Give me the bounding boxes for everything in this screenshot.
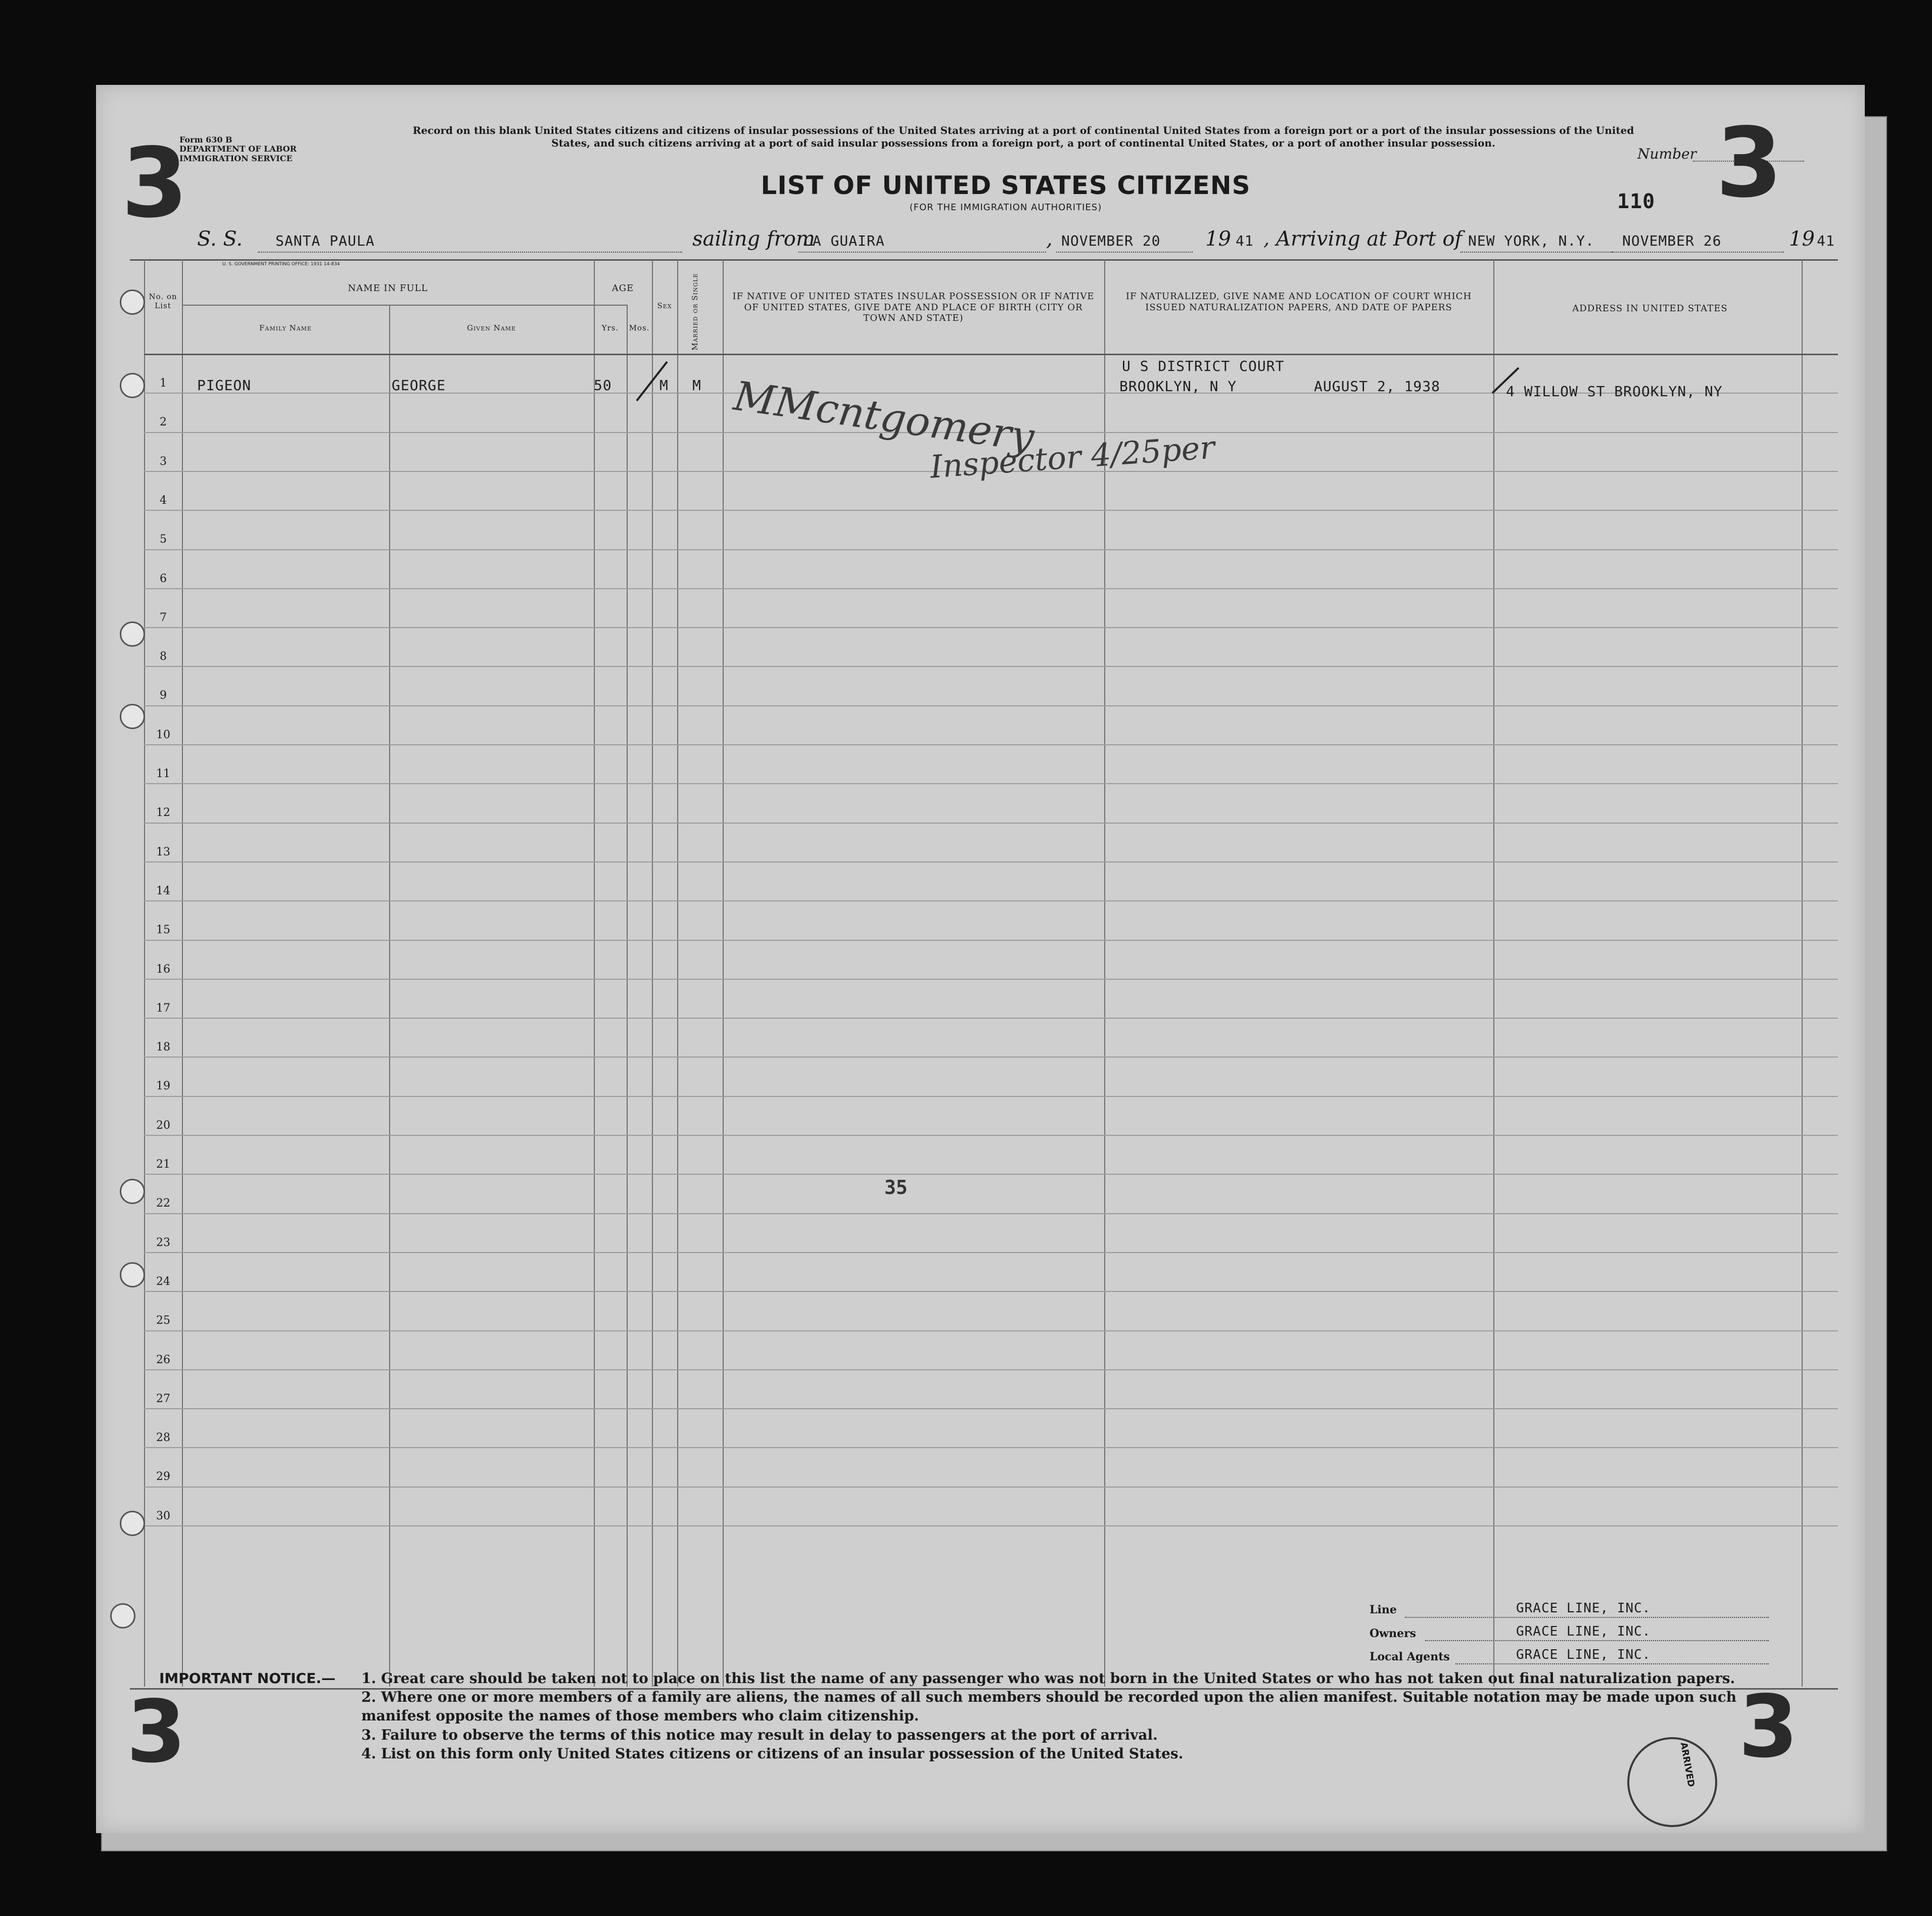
row-line (144, 1096, 1838, 1097)
row-line (144, 627, 1838, 628)
row-line (144, 1135, 1838, 1136)
record-instructions: Record on this blank United States citizens and citizens of insular possessions of the United States arriving at a port of continental United States from a foreign port or a port of the insular possessions of the United States, and such citizens arriving at a port of said insular possessions from a foreign port, a port of continental United States, or a port of another insular possession. (412, 124, 1634, 149)
row-number: 4 (160, 494, 167, 507)
arrival-year-prefix: 19 (1789, 227, 1815, 251)
row-line (144, 1057, 1838, 1058)
row-number: 1 (160, 377, 167, 390)
entry-family-name: PIGEON (197, 377, 252, 394)
notice-list (361, 1669, 1792, 1763)
punch-hole-icon (120, 621, 145, 647)
punch-hole-icon (120, 1262, 145, 1287)
row-number: 13 (156, 846, 170, 858)
entry-court-line1: U S DISTRICT COURT (1122, 358, 1285, 374)
row-line (144, 861, 1838, 863)
row-number: 12 (156, 806, 170, 819)
row-number: 9 (160, 689, 167, 702)
corner-number-top-left: 3 (121, 127, 189, 239)
header-address: ADDRESS IN UNITED STATES (1572, 303, 1728, 314)
punch-hole-icon (120, 1179, 145, 1204)
header-no-on-list: No. on List (149, 292, 177, 310)
row-number: 22 (156, 1197, 170, 1210)
row-line (144, 1487, 1838, 1488)
row-number: 15 (156, 924, 170, 936)
header-naturalized: IF NATURALIZED, GIVE NAME AND LOCATION OF COURT WHICH ISSUED NATURALIZATION PAPERS, AND DATE OF PAPERS (1125, 291, 1472, 313)
row-line (144, 705, 1838, 706)
owners-label: Owners (1370, 1627, 1417, 1640)
corner-number-bottom-right: 3 (1738, 1677, 1799, 1777)
punch-hole-icon (120, 704, 145, 729)
row-line (144, 1330, 1838, 1331)
line-value: GRACE LINE, INC. (1516, 1601, 1651, 1616)
row-line (144, 1174, 1838, 1175)
sailing-date: NOVEMBER 20 (1061, 232, 1161, 249)
row-number: 28 (156, 1431, 170, 1444)
row-line (144, 1018, 1838, 1019)
header-native: IF NATIVE OF UNITED STATES INSULAR POSSESSION OR IF NATIVE OF UNITED STATES, GIVE DATE AND PLACE OF BIRTH (CITY OR TOWN AND STATE) (732, 291, 1095, 324)
owners-value: GRACE LINE, INC. (1516, 1624, 1651, 1639)
arrival-date-underline (1612, 252, 1784, 253)
row-number: 14 (156, 885, 170, 897)
punch-hole-icon (120, 290, 145, 315)
row-number: 29 (156, 1470, 170, 1483)
row-number: 23 (156, 1236, 170, 1249)
header-family-name: Family Name (259, 323, 312, 332)
service: IMMIGRATION SERVICE (179, 153, 293, 163)
row-line (144, 549, 1838, 550)
page-stamp: 35 (884, 1176, 908, 1199)
row-number: 24 (156, 1275, 170, 1288)
entry-marital: M (692, 377, 701, 394)
row-number: 19 (156, 1080, 170, 1092)
row-line (144, 1213, 1838, 1214)
row-line (144, 783, 1838, 784)
notice-item-3: 3. Failure to observe the terms of this notice may result in delay to passengers at the port of arrival. (361, 1726, 1158, 1743)
from-port-underline (798, 252, 1046, 253)
row-line (144, 744, 1838, 745)
arrival-stamp (1627, 1737, 1717, 1827)
row-number: 30 (156, 1510, 170, 1522)
agents-label: Local Agents (1370, 1650, 1450, 1663)
row-number: 18 (156, 1041, 170, 1053)
number-label: Number (1637, 146, 1697, 162)
row-number: 11 (156, 768, 170, 780)
inspector-annotation: Inspector 4/25per (929, 428, 1216, 486)
sailing-label: sailing from (692, 227, 815, 251)
entry-sex: M (659, 377, 669, 394)
punch-hole-icon (120, 1511, 145, 1536)
entry-court-line2: BROOKLYN, N Y (1119, 378, 1237, 395)
header-sex: Sex (657, 301, 672, 310)
printing-note: U. S. GOVERNMENT PRINTING OFFICE: 1931 14-834 (222, 262, 340, 267)
row-line (144, 1252, 1838, 1253)
ship-name: SANTA PAULA (275, 232, 375, 249)
row-number: 2 (160, 416, 167, 428)
inspector-signature: MMcntgomery (731, 372, 1037, 461)
row-number: 10 (156, 729, 170, 741)
row-line (144, 1291, 1838, 1292)
row-line (144, 1408, 1838, 1409)
row-line (144, 510, 1838, 511)
row-number: 6 (160, 572, 167, 585)
ship-underline (258, 252, 682, 253)
header-age: AGE (611, 283, 634, 294)
department: DEPARTMENT OF LABOR (179, 144, 297, 154)
header-mos: Mos. (629, 323, 650, 332)
notice-item-4: 4. List on this form only United States citizens or citizens of an insular possession of the United States. (361, 1745, 1184, 1762)
row-number: 17 (156, 1002, 170, 1015)
row-number: 26 (156, 1354, 170, 1366)
arrival-year: 41 (1817, 232, 1835, 249)
notice-item-2: 2. Where one or more members of a family are aliens, the names of all such members should be recorded upon the alien manifest. Suitable notation may be made upon such manifest opposite the names of those members who claim citizenship. (361, 1689, 1737, 1725)
form-number: Form 630 B (179, 135, 232, 145)
row-number: 21 (156, 1158, 170, 1171)
row-line (144, 1525, 1838, 1526)
header-married-single: Married or Single (690, 273, 699, 351)
ss-label: S. S. (197, 227, 243, 251)
notice-item-1: 1. Great care should be taken not to place on this list the name of any passenger who was not born in the United States or who has not taken out final naturalization papers. (361, 1670, 1735, 1687)
punch-hole-icon (110, 1603, 135, 1628)
row-line (144, 1447, 1838, 1448)
entry-given-name: GEORGE (392, 377, 446, 394)
sailing-year: 41 (1236, 232, 1254, 249)
corner-number-bottom-left: 3 (126, 1682, 186, 1782)
row-line (144, 1369, 1838, 1370)
arrival-port-underline (1460, 252, 1612, 253)
row-line (144, 979, 1838, 980)
page-subtitle: (FOR THE IMMIGRATION AUTHORITIES) (909, 202, 1102, 213)
row-line (144, 940, 1838, 941)
row-line (144, 900, 1838, 901)
notice-heading: IMPORTANT NOTICE.— (159, 1670, 336, 1687)
row-number: 27 (156, 1393, 170, 1405)
form-info (179, 135, 297, 163)
row-number: 3 (160, 455, 167, 468)
entry-address: 4 WILLOW ST BROOKLYN, NY (1506, 383, 1723, 400)
arriving-label: Arriving at Port of (1276, 227, 1463, 251)
row-line (144, 823, 1838, 824)
header-name-in-full: NAME IN FULL (348, 283, 428, 294)
header-given-name: Given Name (466, 323, 516, 332)
list-number: 110 (1617, 190, 1656, 213)
row-number: 7 (160, 611, 167, 624)
row-line (144, 588, 1838, 589)
corner-number-top-right: 3 (1716, 107, 1783, 219)
row-number: 8 (160, 650, 167, 663)
punch-hole-icon (120, 373, 145, 398)
sailing-date-underline (1056, 252, 1193, 253)
arrival-port: NEW YORK, N.Y. (1468, 232, 1595, 249)
arrival-stamp-text: ARRIVED (1678, 1741, 1697, 1788)
manifest-sheet: 3 Form 630 B DEPARTMENT OF LABOR IMMIGRATION SERVICE Record on this blank United States citizens and citizens of insular possessions of the United States arriving at a port of continental United States from a foreign port or a port of the insular possessions of the United States, and such citizens arriving at a port of said insular possessions from a foreign port, a port of continental United States, or a port of another insular possession. LIST OF UNITED STATES CITIZENS (FOR THE IMMIGRATION AUTHORITIES) Number 3 110 S. S. SANTA PAULA sailing from LA GUAIRA , NOVEMBER 20 19 41 , Arriving at Port of NEW YORK, N.Y. NOVEMBER 26 19 41 U. S. GOVERNMENT PRINTING OFFICE: 1931 14-834 No. on List NAME IN FULL Family Name Given Name AGE Yrs. Mos. Sex Married or Single IF NATIVE OF UNITED STATES INSULAR POSSESSION OR IF NATIVE OF UNITED STATES, GIVE DATE AND PLACE OF BIRTH (CITY OR TOWN AND STATE) IF NATURALIZED, GIVE NAME AND LOCATION OF COURT WHICH ISSUED NATURALIZATION PAPERS, AND DATE OF PAPERS ADDRESS IN UNITED STATES 1 2 3 4 5 6 7 8 9 10 11 12 13 14 15 16 17 18 19 20 21 22 23 24 25 26 27 28 29 30 PIGEON GEORGE 50 M M U S DISTRICT COURT BROOKLYN, N Y AUGUST 2, 1938 4 WILLOW ST BROOKLYN, NY MMcntgomery Inspector 4/25per 35 Line GRACE LINE, INC. Owners GRACE LINE, INC. Local Agents GRACE LINE, INC. IMPORTANT NOTICE.— 1. Great care should be taken not to place on this list the name of any passenger who was not born in the United States or who has not taken out final naturalization papers. 2. Where one or more members of a family are aliens, the names of all such members should be recorded upon the alien manifest. Suitable notation may be made upon such manifest opposite the names of those members who claim citizenship. 3. Failure to observe the terms of this notice may result in delay to passengers at the port of arrival. 4. List on this form only United States citizens or citizens of an insular possession of the United States. 3 3 ARRIVED (96, 85, 1865, 1833)
row-number: 25 (156, 1314, 170, 1327)
page-title: LIST OF UNITED STATES CITIZENS (761, 171, 1251, 200)
row-number: 20 (156, 1119, 170, 1132)
row-number: 5 (160, 533, 167, 546)
entry-court-date: AUGUST 2, 1938 (1314, 378, 1441, 395)
line-label: Line (1370, 1603, 1397, 1616)
from-port: LA GUAIRA (804, 232, 885, 249)
agents-value: GRACE LINE, INC. (1516, 1647, 1651, 1662)
sailing-year-prefix: 19 (1205, 227, 1231, 251)
header-yrs: Yrs. (601, 323, 619, 332)
arrival-date: NOVEMBER 26 (1622, 232, 1722, 249)
entry-age-years: 50 (594, 377, 612, 394)
row-number: 16 (156, 963, 170, 976)
row-line (144, 666, 1838, 667)
